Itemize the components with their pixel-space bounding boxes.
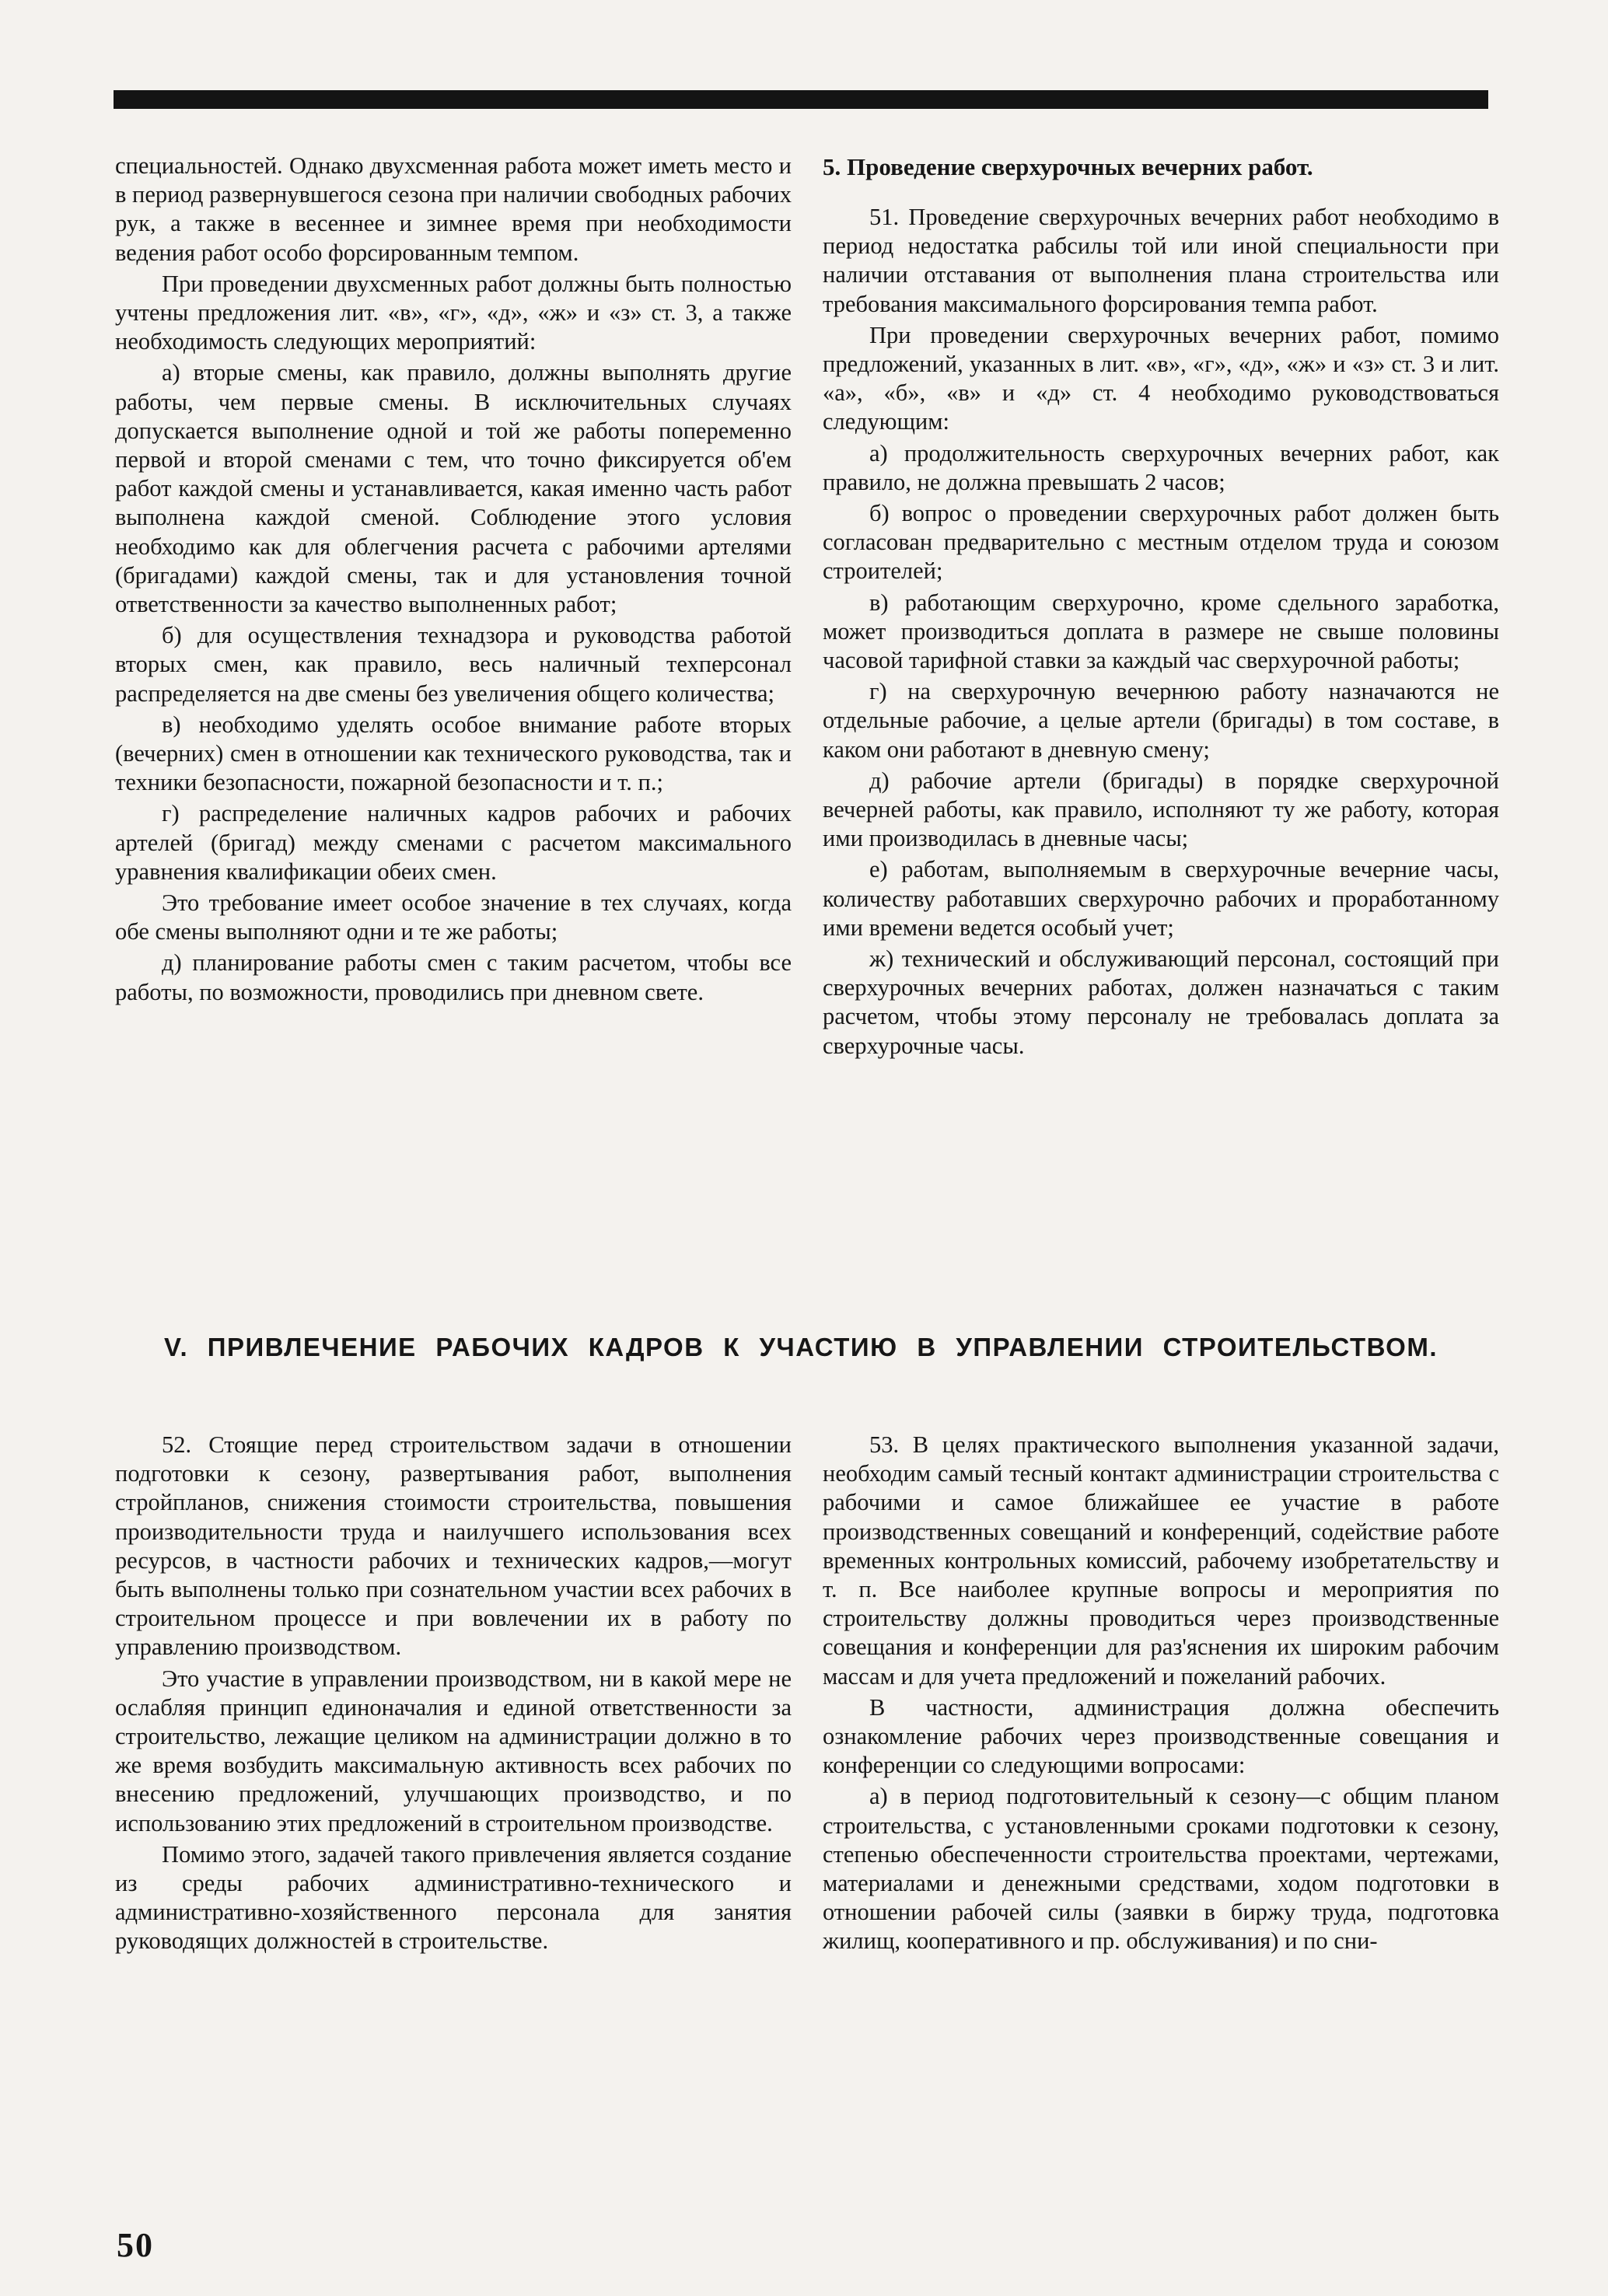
paragraph: ж) технический и обслуживающий персонал, состоящий при сверхурочных вечерних работах, должен назначаться с таким расчетом, чтобы этому персоналу не требовалась доплата за сверхурочные часы.: [823, 945, 1499, 1059]
paragraph: д) рабочие артели (бригады) в порядке сверхурочной вечерней работы, как правило, исполняют ту же работу, которая ими производилась в дневные часы;: [823, 767, 1499, 852]
paragraph: При проведении двухсменных работ должны быть полностью учтены предложения лит. «в», «г», «д», «ж» и «з» ст. 3, а также необходимость следующих мероприятий:: [115, 270, 792, 355]
left-top-column: [115, 152, 792, 1009]
paragraph: 51. Проведение сверхурочных вечерних работ необходимо в период недостатка рабсилы той или иной специальности при наличии отставания от выполнения плана строительства или требования максимального форсирования темпа работ.: [823, 204, 1499, 317]
paragraph: а) в период подготовительный к сезону—с общим планом строительства, с установленными сроками подготовки к сезону, степенью обеспеченности строительства проектами, чертежами, материалами и денежными средствами, ходом подготовки в отношении рабочей силы (заявки в биржу труда, подготовка жилищ, кооперативного и пр. обслуживания) и по сни-: [823, 1783, 1499, 1955]
top-rule: [114, 90, 1488, 109]
paragraph: в) необходимо уделять особое внимание работе вторых (вечерних) смен в отношении как технического руководства, так и техники безопасности, пожарной безопасности и т. п.;: [115, 711, 792, 796]
paragraph: 52. Стоящие перед строительством задачи в отношении подготовки к сезону, развертывания работ, выполнения стройпланов, снижения стоимости строительства, повышения производительности труда и наилучшего использования всех ресурсов, в частности рабочих и технических кадров,—могут быть выполнены только при сознательном участии всех рабочих в строительном процессе и при вовлечении их в работу по управлению производством.: [115, 1431, 792, 1661]
paragraph: Это участие в управлении производством, ни в какой мере не ослабляя принцип единоначалия и единой ответственности за строительство, лежащие целиком на администрации должно в то же время возбудить максимальную активность всех рабочих по внесению предложений, улучшающих производство, и по использованию этих предложений в строительном производстве.: [115, 1665, 792, 1836]
paragraph: г) распределение наличных кадров рабочих и рабочих артелей (бригад) между сменами с расчетом максимального уравнения квалификации обеих смен.: [115, 800, 792, 885]
paragraph: При проведении сверхурочных вечерних работ, помимо предложений, указанных в лит. «в», «г», «д», «ж» и «з» ст. 3 и лит. «а», «б», «в» и «д» ст. 4 необходимо руководствоваться следующим:: [823, 321, 1499, 435]
paragraph: Это требование имеет особое значение в тех случаях, когда обе смены выполняют одни и те же работы;: [115, 889, 792, 945]
paragraph: специальностей. Однако двухсменная работа может иметь место и в период развернувшегося сезона при наличии свободных рабочих рук, а также в весеннее и зимнее время при необходимости ведения работ особо форсированным темпом.: [115, 152, 792, 266]
subsection-heading: 5. Проведение сверхурочных вечерних работ.: [823, 153, 1313, 180]
right-top-column: [823, 152, 1499, 1063]
paragraph: а) продолжительность сверхурочных вечерних работ, как правило, не должна превышать 2 часов;: [823, 439, 1499, 495]
paragraph: б) для осуществления технадзора и руководства работой вторых смен, как правило, весь наличный техперсонал распределяется на две смены без увеличения общего количества;: [115, 622, 792, 707]
paragraph: в) работающим сверхурочно, кроме сдельного заработка, может производиться доплата в размере не свыше половины часовой тарифной ставки за каждый час сверхурочной работы;: [823, 589, 1499, 674]
paragraph: б) вопрос о проведении сверхурочных работ должен быть согласован предварительно с местным отделом труда и союзом строителей;: [823, 500, 1499, 585]
paragraph: а) вторые смены, как правило, должны выполнять другие работы, чем первые смены. В исключительных случаях допускается выполнение одной и той же работы попеременно первой и второй сменами с тем, что точно фиксируется об'ем работ каждой смены и устанавливается, какая именно часть работ выполнена каждой сменой. Соблюдение этого условия необходимо как для облегчения расчета с рабочими артелями (бригадами) каждой смены, так и для установления точной ответственности за качество выполненных работ;: [115, 359, 792, 618]
page-number: 50: [117, 2226, 154, 2264]
right-bottom-column: [823, 1431, 1499, 1959]
paragraph: 53. В целях практического выполнения указанной задачи, необходим самый тесный контакт администрации строительства с рабочими и самое ближайшее ее участие в работе производственных совещаний и конференций, содействие работе временных контрольных комиссий, рабочему изобретательству и т. п. Все наиболее крупные вопросы и мероприятия по строительству должны проводиться через производственные совещания и конференции для раз'яснения их широким рабочим массам и для учета предложений и пожеланий рабочих.: [823, 1431, 1499, 1690]
paragraph: д) планирование работы смен с таким расчетом, чтобы все работы, по возможности, проводились при дневном свете.: [115, 949, 792, 1005]
paragraph: В частности, администрация должна обеспечить ознакомление рабочих через производственные совещания и конференции со следующими вопросами:: [823, 1693, 1499, 1779]
paragraph: е) работам, выполняемым в сверхурочные вечерние часы, количеству работавших сверхурочно рабочих и проработанному ими времени ведется особый учет;: [823, 856, 1499, 941]
paragraph: г) на сверхурочную вечернюю работу назначаются не отдельные рабочие, а целые артели (бригады) в том составе, в каком они работают в дневную смену;: [823, 678, 1499, 763]
left-bottom-column: [115, 1431, 792, 1959]
right-top-paragraphs: [823, 203, 1499, 1061]
section-title: V. ПРИВЛЕЧЕНИЕ РАБОЧИХ КАДРОВ К УЧАСТИЮ В УПРАВЛЕНИИ СТРОИТЕЛЬСТВОМ.: [163, 1333, 1438, 1361]
paragraph: Помимо этого, задачей такого привлечения является создание из среды рабочих административно-технического и административно-хозяйственного персонала для занятия руководящих должностей в строительстве.: [115, 1840, 792, 1955]
